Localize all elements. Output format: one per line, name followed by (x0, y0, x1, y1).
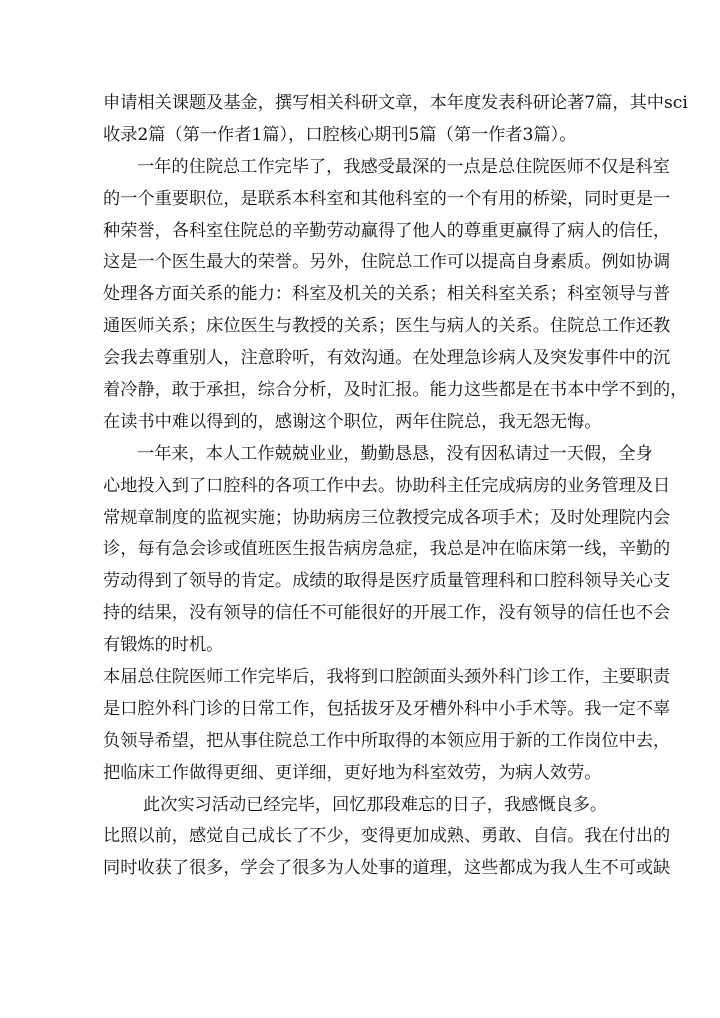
text-line: 通医师关系；床位医生与教授的关系；医生与病人的关系。住院总工作还教 (103, 316, 671, 337)
text-line: 比照以前，感觉自己成长了不少，变得更加成熟、勇敢、自信。我在付出的 (103, 826, 671, 847)
text-line: 负领导希望，把从事住院总工作中所取得的本领应用于新的工作岗位中去， (103, 730, 671, 751)
text-line: 有锻炼的时机。 (103, 635, 224, 656)
text-line: 劳动得到了领导的肯定。成绩的取得是医疗质量管理科和口腔科领导关心支 (103, 571, 671, 592)
document-body (103, 88, 688, 885)
text-line: 在读书中难以得到的，感谢这个职位，两年住院总，我无怨无悔。 (103, 411, 602, 432)
text-line: 会我去尊重别人，注意聆听，有效沟通。在处理急诊病人及突发事件中的沉 (103, 348, 671, 369)
text-line: 持的结果，没有领导的信任不可能很好的开展工作，没有领导的信任也不会 (103, 603, 671, 624)
text-line: 是口腔外科门诊的日常工作，包括拔牙及牙槽外科中小手术等。我一定不辜 (103, 698, 671, 719)
text-line: 收录2篇（第一作者1篇），口腔核心期刊5篇（第一作者3篇）。 (103, 124, 577, 145)
text-line: 申请相关课题及基金，撰写相关科研文章，本年度发表科研论著7篇，其中sci (103, 93, 688, 113)
text-line: 的一个重要职位，是联系本科室和其他科室的一个有用的桥梁，同时更是一 (103, 188, 671, 209)
text-line: 同时收获了很多，学会了很多为人处事的道理，这些都成为我人生不可或缺 (103, 858, 671, 879)
text-line: 处理各方面关系的能力：科室及机关的关系；相关科室关系；科室领导与普 (103, 284, 671, 305)
paragraph-first-line: 此次实习活动已经完毕，回忆那段难忘的日子，我感慨良多。 (143, 794, 608, 815)
paragraph-first-line: 本届总住院医师工作完毕后，我将到口腔颌面头颈外科门诊工作，主要职责 (103, 667, 671, 688)
paragraph-first-line: 一年来，本人工作兢兢业业，勤勤恳恳，没有因私请过一天假，全身 (137, 443, 653, 464)
text-line: 着冷静，敢于承担，综合分析，及时汇报。能力这些都是在书本中学不到的， (103, 380, 688, 401)
paragraph-first-line: 一年的住院总工作完毕了，我感受最深的一点是总住院医师不仅是科室 (137, 156, 670, 177)
text-line: 把临床工作做得更细、更详细，更好地为科室效劳，为病人效劳。 (103, 762, 602, 783)
text-line: 种荣誉，各科室住院总的辛勤劳动赢得了他人的尊重更赢得了病人的信任， (103, 220, 671, 241)
text-line: 这是一个医生最大的荣誉。另外，住院总工作可以提高自身素质。例如协调 (103, 252, 671, 273)
text-line: 诊，每有急会诊或值班医生报告病房急症，我总是冲在临床第一线，辛勤的 (103, 539, 671, 560)
text-line: 心地投入到了口腔科的各项工作中去。协助科主任完成病房的业务管理及日 (103, 475, 671, 496)
text-line: 常规章制度的监视实施；协助病房三位教授完成各项手术；及时处理院内会 (103, 507, 671, 528)
